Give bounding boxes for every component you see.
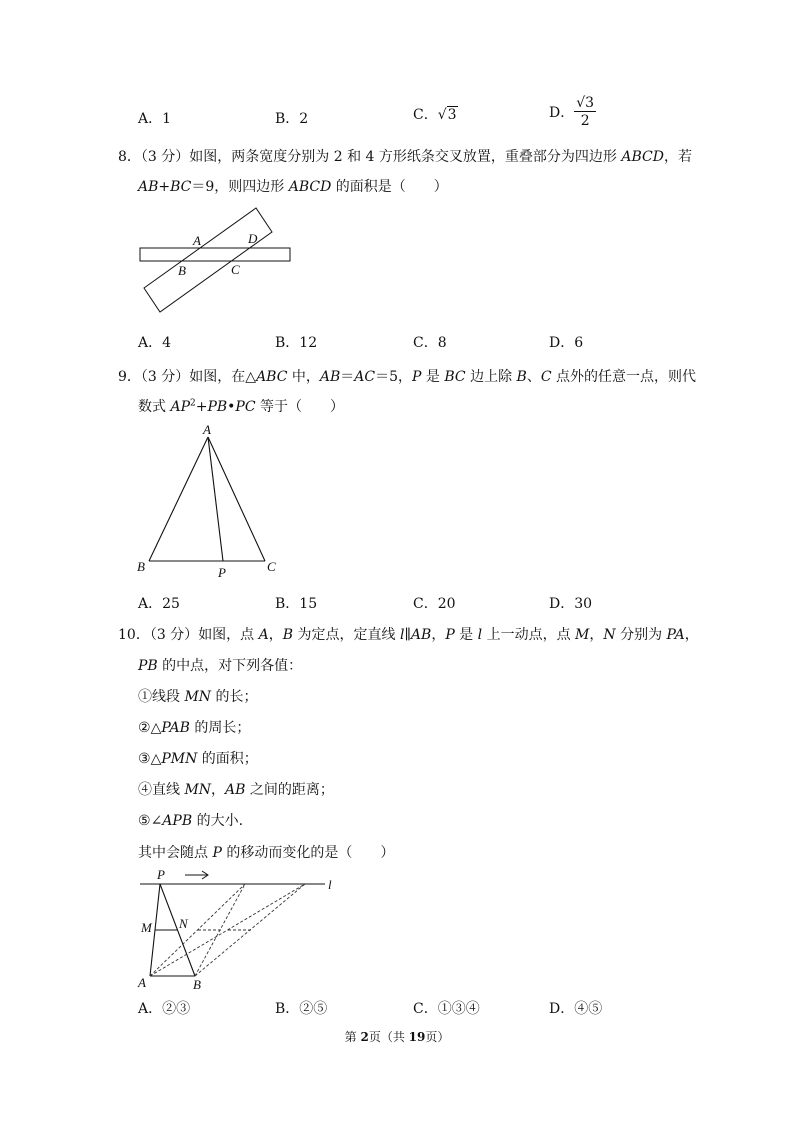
q10-stem-line2	[138, 655, 302, 675]
stem-text: 的面积是（ ）	[331, 179, 448, 195]
q8-option-b[interactable]	[275, 332, 317, 352]
question-score: （3 分）	[149, 627, 199, 643]
point-label-a: A	[193, 233, 201, 248]
q7-option-a[interactable]	[138, 108, 171, 128]
option-value: 12	[299, 335, 318, 351]
q9-option-d[interactable]	[549, 593, 592, 613]
footer-text: 页）	[425, 1030, 450, 1044]
point-label-m: M	[141, 920, 152, 935]
option-value: 15	[299, 596, 318, 612]
option-value: 20	[437, 596, 456, 612]
option-value: 25	[162, 596, 180, 612]
q10-option-b[interactable]	[275, 998, 327, 1018]
q9-option-c[interactable]	[413, 593, 456, 613]
option-label: C．	[413, 1001, 438, 1017]
item-mark: ④	[138, 782, 152, 798]
question-number: 10．	[118, 627, 150, 643]
point-label-b: B	[137, 559, 145, 574]
item-mark: ⑤	[138, 813, 151, 829]
math-var: APB	[162, 813, 193, 829]
fraction-denominator: 2	[580, 113, 590, 129]
option-value: 30	[574, 596, 593, 612]
stem-text: 的移动而变化的是（ ）	[221, 845, 395, 861]
option-label: A．	[138, 1001, 163, 1017]
option-label: A．	[138, 335, 163, 351]
option-label: B．	[275, 111, 300, 127]
math-var: ABCD	[288, 179, 332, 195]
math-var: ABCD	[621, 149, 664, 165]
fraction	[574, 96, 596, 128]
option-label: D．	[549, 105, 575, 121]
option-value: ①③④	[437, 1001, 480, 1017]
stem-text: 如图，在△	[189, 369, 257, 385]
item-text: 的长；	[211, 689, 258, 705]
stem-text: 、	[526, 369, 541, 385]
math-var: PA	[666, 627, 685, 643]
side-ac	[208, 437, 265, 561]
stem-text: 上一动点，点	[482, 627, 576, 643]
q8-figure	[130, 200, 310, 320]
stem-text: ，	[431, 627, 446, 643]
q8-stem-line2	[138, 176, 448, 196]
math-var: AB	[319, 369, 341, 385]
option-label: A．	[138, 111, 163, 127]
q8-stem-line1	[118, 146, 692, 166]
q9-option-a[interactable]	[138, 593, 180, 613]
stem-text: 数式	[138, 399, 171, 415]
question-number: 8．	[118, 149, 141, 165]
horizontal-strip	[140, 248, 290, 261]
option-value: 6	[574, 335, 584, 351]
stem-text: 是	[421, 369, 445, 385]
sqrt-expression: √3	[437, 107, 457, 123]
page-footer	[0, 1028, 794, 1045]
point-label-c: C	[231, 262, 240, 277]
stem-text: ，	[268, 627, 283, 643]
q9-option-b[interactable]	[275, 593, 317, 613]
point-label-c: C	[267, 559, 276, 574]
math-var: MN	[184, 689, 212, 705]
stem-text: ，若	[663, 149, 692, 165]
point-label-p: P	[218, 565, 226, 580]
option-label: B．	[275, 596, 300, 612]
radicand: 3	[585, 95, 595, 111]
q10-item-3	[138, 748, 258, 768]
question-score: （3 分）	[140, 149, 190, 165]
option-value: 8	[437, 335, 447, 351]
item-text: 线段	[152, 689, 185, 705]
math-var: P	[445, 627, 455, 643]
q10-option-d[interactable]	[549, 998, 602, 1018]
stem-text: 的中点，对下列各值：	[157, 658, 303, 674]
math-var: ABC	[256, 369, 288, 385]
q10-option-c[interactable]	[413, 998, 480, 1018]
item-text: △	[150, 751, 162, 767]
math-var: M	[575, 627, 590, 643]
math-var: PAB	[161, 720, 190, 736]
item-text: 的面积；	[197, 751, 258, 767]
q9-stem-line1	[118, 366, 696, 386]
q7-option-c[interactable]	[413, 104, 458, 124]
option-label: A．	[138, 596, 163, 612]
stem-text: 边上除	[465, 369, 517, 385]
stem-text: 点外的任意一点，则代	[551, 369, 697, 385]
q10-question	[138, 842, 394, 862]
point-label-a: A	[138, 975, 146, 990]
slanted-strip	[144, 208, 272, 312]
q10-stem-line1	[118, 624, 699, 644]
math-var: AC	[354, 369, 376, 385]
q10-item-4	[138, 779, 334, 799]
stem-text: ，	[589, 627, 604, 643]
math-var: C	[540, 369, 552, 385]
option-label: C．	[413, 335, 438, 351]
item-mark: ③	[138, 751, 151, 767]
point-label-b: B	[178, 263, 186, 278]
math-var: BC	[444, 369, 466, 385]
item-mark: ②	[138, 720, 151, 736]
point-label-p: P	[157, 867, 165, 882]
option-label: B．	[275, 1001, 300, 1017]
stem-text: 是	[454, 627, 478, 643]
option-label: B．	[275, 335, 300, 351]
q8-option-c[interactable]	[413, 332, 447, 352]
stem-text: 等于（ ）	[255, 399, 344, 415]
option-value: ②⑤	[299, 1001, 328, 1017]
stem-text: 如图，两条宽度分别为 2 和 4 方形纸条交叉放置，重叠部分为四边形	[189, 149, 622, 165]
point-label-d: D	[248, 231, 258, 246]
item-text: 之间的距离；	[245, 782, 334, 798]
option-label: C．	[413, 107, 438, 123]
point-label-n: N	[179, 916, 188, 931]
math-var: A	[258, 627, 269, 643]
option-value: 4	[162, 335, 172, 351]
item-text: △	[150, 720, 162, 736]
q7-option-d[interactable]	[549, 96, 596, 128]
math-var: +PB•PC	[195, 399, 256, 415]
stem-text: 如图，点	[198, 627, 259, 643]
q8-option-d[interactable]	[549, 332, 583, 352]
math-var: N	[603, 627, 616, 643]
option-value: 2	[299, 111, 309, 127]
item-mark: ①	[138, 689, 152, 705]
option-value: ④⑤	[574, 1001, 603, 1017]
item-text: ∠	[150, 813, 163, 829]
math-var: PMN	[161, 751, 198, 767]
exponent: 2	[189, 398, 196, 409]
line-label-l: l	[328, 877, 332, 892]
side-ab	[149, 437, 208, 561]
page-number: 2	[360, 1030, 369, 1044]
stem-text: 为定点，定直线	[293, 627, 400, 643]
q10-figure	[130, 862, 340, 992]
math-var: PB	[138, 658, 158, 674]
q9-figure	[130, 420, 290, 582]
item-text: 的周长；	[189, 720, 251, 736]
item-text: 的大小.	[192, 813, 244, 829]
option-label: D．	[549, 335, 575, 351]
radicand: 3	[447, 107, 457, 123]
footer-text: 第	[344, 1030, 361, 1044]
math-var: B	[282, 627, 294, 643]
item-text: ，	[211, 782, 226, 798]
stem-text: 分别为	[615, 627, 667, 643]
option-value: 1	[162, 111, 172, 127]
item-text: 直线	[152, 782, 185, 798]
math-var: AB+BC	[138, 179, 192, 195]
question-number: 9．	[118, 369, 141, 385]
math-var: P	[212, 845, 222, 861]
option-label: D．	[549, 1001, 575, 1017]
fraction-numerator: √3	[576, 95, 595, 111]
footer-text: 页（共	[368, 1030, 409, 1044]
point-label-a: A	[203, 422, 211, 437]
stem-text: ，	[684, 627, 699, 643]
math-var: AP	[170, 399, 190, 415]
stem-text: 中，	[287, 369, 320, 385]
option-label: D．	[549, 596, 575, 612]
math-var: MN	[184, 782, 212, 798]
q7-option-b[interactable]	[275, 108, 308, 128]
stem-text: ＝5，	[375, 369, 413, 385]
q10-item-1	[138, 686, 258, 706]
stem-text: 其中会随点	[138, 845, 213, 861]
math-var: l	[477, 627, 483, 643]
q8-option-a[interactable]	[138, 332, 171, 352]
q10-item-2	[138, 717, 250, 737]
stem-text: ＝9，则四边形	[191, 179, 289, 195]
point-label-b: B	[193, 977, 201, 992]
q9-stem-line2	[138, 396, 344, 416]
q10-option-a[interactable]	[138, 998, 190, 1018]
math-var: l∥AB	[399, 627, 432, 643]
total-pages: 19	[408, 1030, 426, 1044]
math-var: AB	[225, 782, 246, 798]
option-value: ②③	[162, 1001, 191, 1017]
stem-text: ＝	[340, 369, 355, 385]
option-label: C．	[413, 596, 438, 612]
q10-item-5	[138, 810, 243, 830]
math-var: P	[412, 369, 422, 385]
question-score: （3 分）	[140, 369, 190, 385]
segment-ap	[208, 437, 223, 561]
math-var: B	[516, 369, 527, 385]
